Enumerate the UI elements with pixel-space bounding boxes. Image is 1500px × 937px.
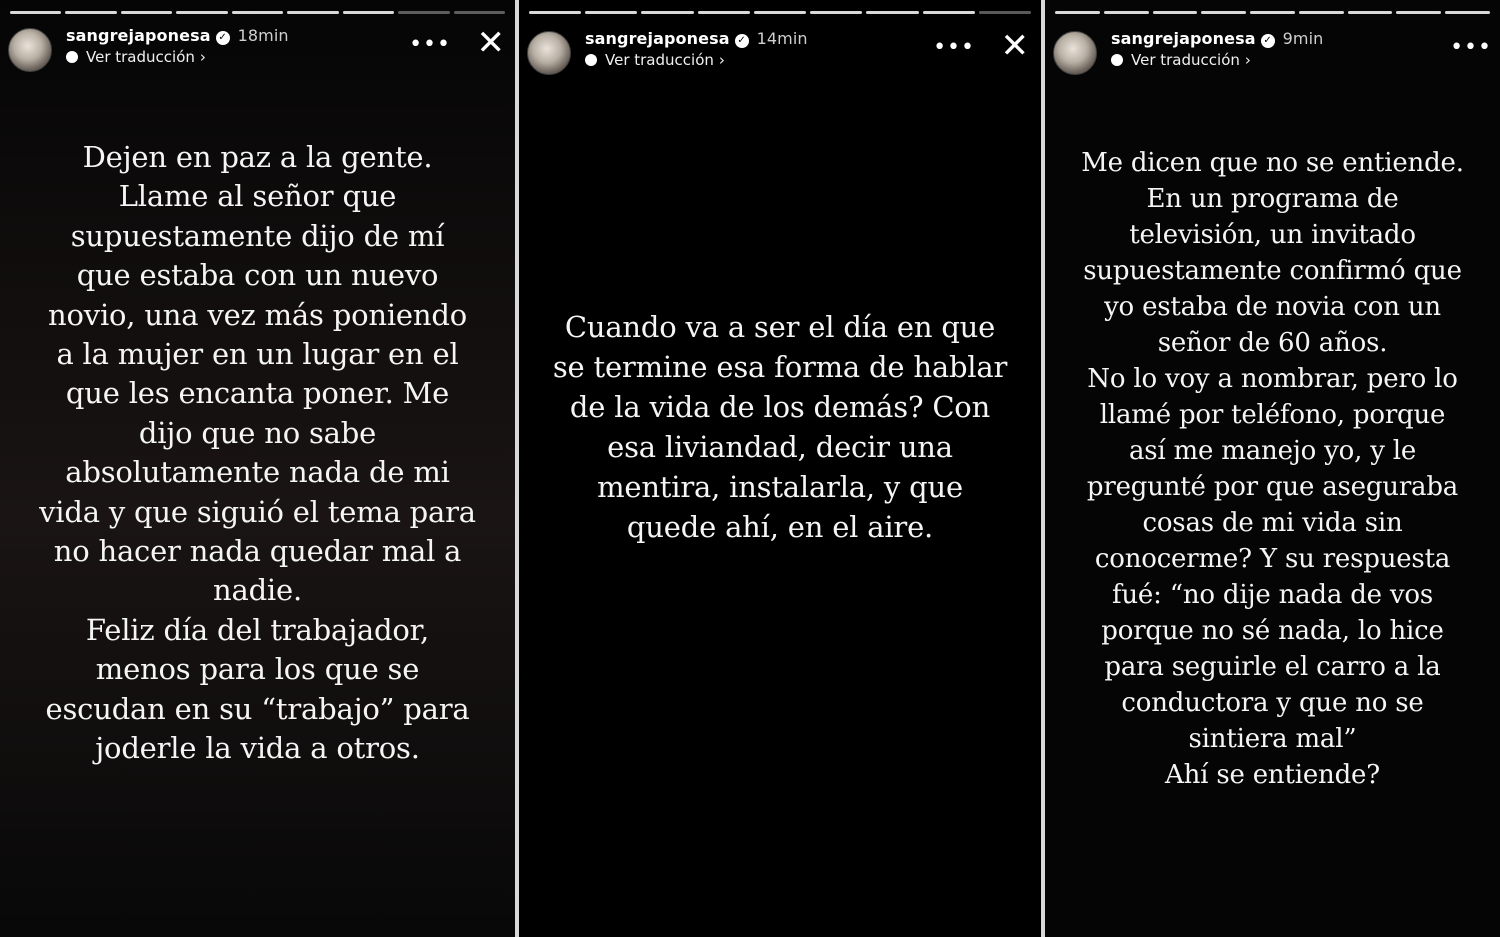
verified-badge-icon: ✓ xyxy=(735,34,749,48)
chevron-right-icon: › xyxy=(1244,51,1251,69)
close-icon[interactable]: ✕ xyxy=(1000,26,1029,66)
story-progress-bar xyxy=(1055,11,1490,14)
progress-segment xyxy=(1201,11,1246,14)
progress-segment xyxy=(398,11,449,14)
more-options-icon[interactable]: ••• xyxy=(1450,35,1492,60)
story-text-line: a la mujer en un lugar en el xyxy=(56,337,459,372)
story-text-line: que les encanta poner. Me xyxy=(65,376,450,411)
story-text-line: para seguirle el carro a la xyxy=(1104,652,1441,682)
story-text-line: absolutamente nada de mi xyxy=(65,455,450,490)
story-text-line: Cuando va a ser el día en que xyxy=(564,310,996,344)
progress-segment xyxy=(979,11,1031,14)
chevron-right-icon: › xyxy=(718,51,725,69)
see-translation-label: Ver traducción xyxy=(1131,51,1240,69)
story-text-line: Llame al señor que xyxy=(118,179,397,214)
story-text-line: Feliz día del trabajador, xyxy=(85,612,430,647)
story-header xyxy=(1053,29,1492,75)
progress-segment xyxy=(343,11,394,14)
story-text xyxy=(0,138,515,769)
close-icon[interactable]: ✕ xyxy=(476,23,505,63)
progress-segment xyxy=(1055,11,1100,14)
story-text-line: pregunté por que aseguraba xyxy=(1086,472,1459,502)
story-header xyxy=(527,26,1033,75)
more-options-icon[interactable]: ••• xyxy=(933,35,975,60)
story-text-line: así me manejo yo, y le xyxy=(1128,436,1417,466)
story-text-line: de la vida de los demás? Con xyxy=(569,390,991,424)
username-text: sangrejaponesa xyxy=(1111,29,1256,48)
story-panel-1[interactable] xyxy=(0,0,515,937)
story-text-line: Dejen en paz a la gente. xyxy=(82,140,433,174)
story-text-line: novio, una vez más poniendo xyxy=(48,297,467,332)
story-text-line: sintiera mal” xyxy=(1188,724,1357,754)
username[interactable] xyxy=(1111,29,1323,48)
avatar[interactable] xyxy=(1053,31,1097,75)
progress-segment xyxy=(232,11,283,14)
username[interactable] xyxy=(585,29,808,48)
story-text-line: quede ahí, en el aire. xyxy=(626,510,934,544)
progress-segment xyxy=(287,11,338,14)
story-text-line: conductora y que no se xyxy=(1121,688,1424,718)
story-text-line: Me dicen que no se entiende. xyxy=(1081,148,1464,178)
story-text-line: televisión, un invitado xyxy=(1129,220,1416,250)
story-text-line: menos para los que se xyxy=(95,652,420,687)
story-progress-bar xyxy=(529,11,1031,14)
story-text-line: joderle la vida a otros. xyxy=(95,731,420,766)
username[interactable] xyxy=(66,26,289,45)
story-text-line: cosas de mi vida sin xyxy=(1142,508,1403,538)
verified-badge-icon: ✓ xyxy=(1261,34,1275,48)
post-time: 9min xyxy=(1282,29,1324,48)
progress-segment xyxy=(121,11,172,14)
progress-segment xyxy=(454,11,505,14)
progress-segment xyxy=(10,11,61,14)
post-time: 18min xyxy=(237,26,289,45)
story-text xyxy=(1045,145,1500,793)
see-translation-link[interactable] xyxy=(585,51,725,69)
story-text-line: Ahí se entiende? xyxy=(1165,760,1380,790)
progress-segment xyxy=(923,11,975,14)
story-text xyxy=(519,307,1041,547)
see-translation-label: Ver traducción xyxy=(86,48,195,66)
story-text-line: no hacer nada quedar mal a xyxy=(53,534,462,569)
translate-icon xyxy=(1111,54,1123,66)
story-text-line: porque no sé nada, lo hice xyxy=(1101,616,1444,646)
progress-segment xyxy=(1299,11,1344,14)
story-text-line: supuestamente confirmó que xyxy=(1083,256,1462,286)
progress-segment xyxy=(529,11,581,14)
see-translation-link[interactable] xyxy=(1111,51,1251,69)
story-text-line: mentira, instalarla, y que xyxy=(597,470,963,504)
story-text-line: escudan en su “trabajo” para xyxy=(45,691,470,726)
progress-segment xyxy=(1153,11,1198,14)
progress-segment xyxy=(1396,11,1441,14)
chevron-right-icon: › xyxy=(199,48,206,66)
progress-segment xyxy=(641,11,693,14)
story-header xyxy=(8,23,507,72)
progress-segment xyxy=(1445,11,1490,14)
verified-badge-icon: ✓ xyxy=(216,31,230,45)
progress-segment xyxy=(176,11,227,14)
story-text-line: nadie. xyxy=(213,573,302,608)
story-text-line: esa liviandad, decir una xyxy=(607,430,953,464)
progress-segment xyxy=(866,11,918,14)
story-text-line: yo estaba de novia con un xyxy=(1104,292,1441,322)
see-translation-label: Ver traducción xyxy=(605,51,714,69)
story-text-line: señor de 60 años. xyxy=(1157,328,1388,358)
see-translation-link[interactable] xyxy=(66,48,206,66)
story-text-line: vida y que siguió el tema para xyxy=(39,494,476,529)
avatar[interactable] xyxy=(527,31,571,75)
story-text-line: dijo que no sabe xyxy=(138,415,377,450)
translate-icon xyxy=(66,51,78,63)
post-time: 14min xyxy=(756,29,808,48)
progress-segment xyxy=(810,11,862,14)
story-text-line: fué: “no dije nada de vos xyxy=(1111,580,1434,610)
story-panel-3[interactable] xyxy=(1045,0,1500,937)
story-text-line: que estaba con un nuevo xyxy=(76,258,439,293)
progress-segment xyxy=(698,11,750,14)
story-text-line: supuestamente dijo de mí xyxy=(70,218,445,253)
progress-segment xyxy=(1104,11,1149,14)
progress-segment xyxy=(65,11,116,14)
translate-icon xyxy=(585,54,597,66)
story-progress-bar xyxy=(10,11,505,14)
progress-segment xyxy=(1250,11,1295,14)
progress-segment xyxy=(1348,11,1393,14)
story-text-line: No lo voy a nombrar, pero lo xyxy=(1087,364,1458,394)
story-panel-2[interactable] xyxy=(519,0,1041,937)
story-text-line: En un programa de xyxy=(1146,184,1399,214)
story-text-line: conocerme? Y su respuesta xyxy=(1094,544,1451,574)
story-text-line: se termine esa forma de hablar xyxy=(552,350,1008,384)
progress-segment xyxy=(585,11,637,14)
more-options-icon[interactable]: ••• xyxy=(409,32,451,57)
username-text: sangrejaponesa xyxy=(66,26,211,45)
story-text-line: llamé por teléfono, porque xyxy=(1099,400,1446,430)
username-text: sangrejaponesa xyxy=(585,29,730,48)
progress-segment xyxy=(754,11,806,14)
avatar[interactable] xyxy=(8,28,52,72)
